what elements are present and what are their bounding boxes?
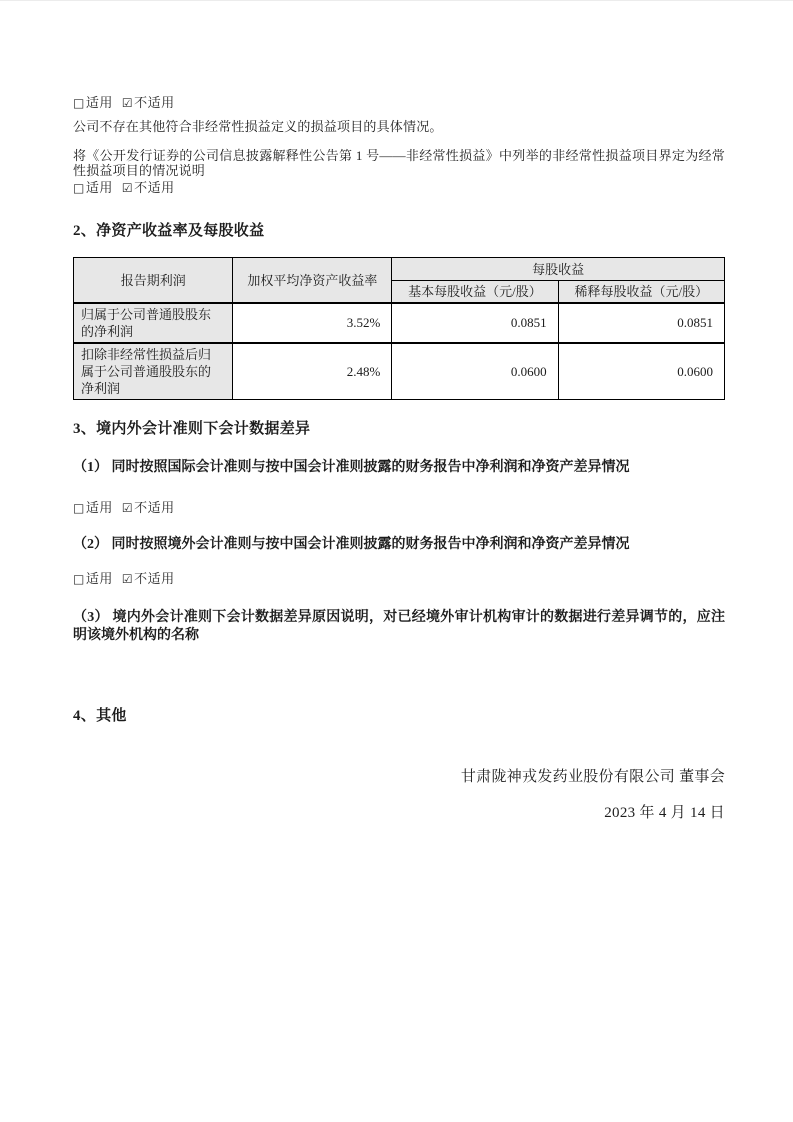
roe-value: 3.52% — [233, 303, 392, 343]
applicability-row-3 — [73, 501, 725, 515]
signature-block — [73, 769, 725, 821]
checkbox-unchecked-icon: □ — [73, 96, 85, 110]
section-3-sub-1-heading: （1） 同时按照国际会计准则与按中国会计准则披露的财务报告中净利润和净资产差异情况 — [73, 460, 630, 475]
signature-date: 2023 年 4 月 14 日 — [604, 805, 725, 821]
checkbox-checked-icon: ☑ — [121, 96, 134, 110]
row-label: 归属于公司普通股股东的净利润 — [74, 303, 233, 343]
applicable-option — [73, 180, 113, 195]
applicability-row-4 — [73, 572, 725, 586]
not-applicable-option — [122, 180, 175, 195]
applicable-option — [73, 95, 113, 110]
diluted-eps-value: 0.0851 — [558, 303, 724, 343]
table-body — [74, 303, 725, 400]
roe-value: 2.48% — [233, 343, 392, 400]
checkbox-checked-icon: ☑ — [121, 501, 134, 515]
paragraph-no-items: 公司不存在其他符合非经常性损益定义的损益项目的具体情况。 — [73, 119, 443, 134]
section-3-sub-3-heading: （3） 境内外会计准则下会计数据差异原因说明，对已经境外审计机构审计的数据进行差异调节的，应注明该境外机构的名称 — [73, 610, 725, 643]
applicable-option — [73, 571, 113, 586]
section-3-sub-2-heading: （2） 同时按照境外会计准则与按中国会计准则披露的财务报告中净利润和净资产差异情况 — [73, 537, 630, 552]
not-applicable-label: 不适用 — [134, 180, 175, 195]
not-applicable-option — [122, 500, 175, 515]
col-header-weighted-roe: 加权平均净资产收益率 — [233, 258, 392, 304]
diluted-eps-value: 0.0600 — [558, 343, 724, 400]
applicable-label: 适用 — [85, 95, 113, 110]
basic-eps-value: 0.0851 — [392, 303, 558, 343]
checkbox-checked-icon: ☑ — [121, 181, 134, 195]
document-content — [0, 1, 793, 821]
section-2-heading: 2、净资产收益率及每股收益 — [73, 223, 265, 239]
row-label: 扣除非经常性损益后归属于公司普通股股东的净利润 — [74, 343, 233, 400]
applicability-row-1 — [73, 96, 725, 110]
col-header-diluted-eps: 稀释每股收益（元/股） — [558, 281, 724, 304]
checkbox-unchecked-icon: □ — [73, 181, 85, 195]
col-header-report-period-profit: 报告期利润 — [74, 258, 233, 304]
applicable-label: 适用 — [85, 500, 113, 515]
basic-eps-value: 0.0600 — [392, 343, 558, 400]
checkbox-checked-icon: ☑ — [121, 572, 134, 586]
paragraph-definition-note: 将《公开发行证券的公司信息披露解释性公告第 1 号——非经常性损益》中列举的非经常性损益项目界定为经常性损益项目的情况说明 — [73, 148, 725, 178]
not-applicable-option — [122, 95, 175, 110]
not-applicable-option — [122, 571, 175, 586]
col-group-header-eps: 每股收益 — [392, 258, 725, 281]
table-row-net-profit-excl-nonrecurring — [74, 343, 725, 400]
not-applicable-label: 不适用 — [134, 95, 175, 110]
not-applicable-label: 不适用 — [134, 571, 175, 586]
not-applicable-label: 不适用 — [134, 500, 175, 515]
applicable-label: 适用 — [85, 571, 113, 586]
signature-company: 甘肃陇神戎发药业股份有限公司 董事会 — [460, 769, 725, 785]
applicable-option — [73, 500, 113, 515]
table-header — [74, 258, 725, 304]
applicability-row-2 — [73, 181, 725, 195]
section-4-heading: 4、其他 — [73, 708, 127, 724]
applicable-label: 适用 — [85, 180, 113, 195]
section-3-heading: 3、境内外会计准则下会计数据差异 — [73, 421, 311, 437]
col-header-basic-eps: 基本每股收益（元/股） — [392, 281, 558, 304]
roe-eps-table — [73, 257, 725, 400]
checkbox-unchecked-icon: □ — [73, 501, 85, 515]
checkbox-unchecked-icon: □ — [73, 572, 85, 586]
table-row-net-profit — [74, 303, 725, 343]
